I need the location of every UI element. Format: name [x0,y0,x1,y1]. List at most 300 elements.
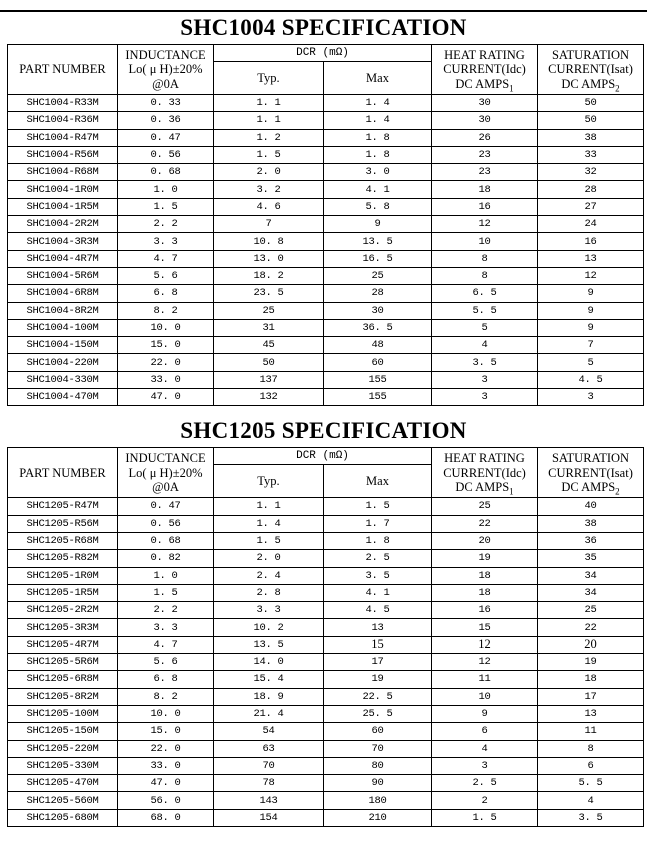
part-number-cell: SHC1004-470M [8,389,118,406]
table-row [8,389,644,406]
header-row-top [8,448,644,465]
table-row [8,792,644,809]
part-number-cell: SHC1004-1R0M [8,181,118,198]
value-cell: 16. 5 [324,250,432,267]
table-row [8,498,644,515]
value-cell: 1. 4 [324,95,432,112]
value-cell: 30 [324,302,432,319]
value-cell: 4. 1 [324,181,432,198]
part-number-cell: SHC1205-1R5M [8,584,118,601]
value-cell: 1. 4 [324,112,432,129]
value-cell: 3. 5 [432,354,538,371]
part-number-cell: SHC1004-100M [8,319,118,336]
subscript-2: 2 [615,486,620,497]
table-row [8,181,644,198]
part-number-cell: SHC1004-R47M [8,129,118,146]
value-cell: 21. 4 [214,705,324,722]
subscript-1: 1 [509,486,514,497]
value-cell: 26 [432,129,538,146]
shc1004-table-body [8,95,644,406]
value-cell: 1. 5 [214,146,324,163]
value-cell: 8 [432,267,538,284]
value-cell: 70 [214,757,324,774]
value-cell: 4 [432,740,538,757]
value-cell: 34 [538,584,644,601]
value-cell: 10 [432,233,538,250]
value-cell: 50 [214,354,324,371]
table-row [8,775,644,792]
col-header-typ: Typ. [214,465,324,498]
col-header-inductance [118,45,214,95]
value-cell: 2. 2 [118,216,214,233]
shc1205-section [0,418,647,827]
value-cell: 5. 5 [432,302,538,319]
value-cell: 8 [432,250,538,267]
part-number-cell: SHC1004-220M [8,354,118,371]
table-row [8,233,644,250]
value-cell: 1. 0 [118,567,214,584]
header-row-top [8,45,644,62]
value-cell: 38 [538,515,644,532]
value-cell: 1. 8 [324,129,432,146]
header-line: CURRENT(Idc) [443,62,526,77]
value-cell: 6. 5 [432,285,538,302]
shc1205-table-body [8,498,644,827]
part-number-cell: SHC1205-R82M [8,550,118,567]
part-number-cell: SHC1205-100M [8,705,118,722]
value-cell: 3. 0 [324,164,432,181]
value-cell: 1. 5 [118,584,214,601]
table-row [8,146,644,163]
table-row [8,112,644,129]
value-cell: 155 [324,371,432,388]
part-number-cell: SHC1205-680M [8,809,118,826]
value-cell: 1. 1 [214,95,324,112]
part-number-cell: SHC1205-2R2M [8,602,118,619]
value-cell: 19 [432,550,538,567]
value-cell: 19 [324,671,432,688]
header-line: SATURATION [551,47,630,62]
value-cell: 3. 5 [538,809,644,826]
value-cell: 5 [538,354,644,371]
table-row [8,532,644,549]
value-cell: 2. 8 [214,584,324,601]
table-row [8,705,644,722]
header-text: DC AMPS [455,480,510,495]
value-cell: 4. 7 [118,250,214,267]
part-number-cell: SHC1205-5R6M [8,654,118,671]
value-cell: 1. 5 [214,532,324,549]
table-row [8,757,644,774]
value-cell: 78 [214,775,324,792]
value-cell: 15. 4 [214,671,324,688]
value-cell: 143 [214,792,324,809]
value-cell: 2. 5 [324,550,432,567]
value-cell: 0. 56 [118,146,214,163]
value-cell: 33. 0 [118,757,214,774]
value-cell: 10. 0 [118,705,214,722]
value-cell: 22. 5 [324,688,432,705]
part-number-cell: SHC1205-R56M [8,515,118,532]
shc1004-title: SHC1004 SPECIFICATION [180,15,467,40]
part-number-cell: SHC1205-R68M [8,532,118,549]
value-cell: 10. 8 [214,233,324,250]
header-line: Lo( μ H)±20% [128,465,203,480]
value-cell: 13 [538,705,644,722]
value-cell: 13. 0 [214,250,324,267]
header-line: INDUCTANCE [125,47,206,62]
value-cell: 30 [432,112,538,129]
part-number-cell: SHC1205-3R3M [8,619,118,636]
value-cell: 14. 0 [214,654,324,671]
header-line: SATURATION [551,451,630,466]
value-cell: 0. 68 [118,532,214,549]
col-header-heat-rating [432,448,538,498]
header-line: CURRENT(Isat) [548,465,633,480]
value-cell: 13 [538,250,644,267]
part-number-cell: SHC1004-R36M [8,112,118,129]
value-cell: 34 [538,567,644,584]
value-cell: 3 [432,389,538,406]
header-line [432,77,537,92]
part-number-cell: SHC1004-8R2M [8,302,118,319]
col-header-dcr: DCR (mΩ) [214,448,432,465]
part-number-cell: SHC1205-R47M [8,498,118,515]
part-number-cell: SHC1205-1R0M [8,567,118,584]
value-cell: 16 [432,602,538,619]
value-cell: 5. 5 [538,775,644,792]
value-cell: 11 [432,671,538,688]
value-cell: 12 [432,636,538,653]
value-cell: 70 [324,740,432,757]
value-cell: 4. 7 [118,636,214,653]
part-number-cell: SHC1004-330M [8,371,118,388]
table-row [8,267,644,284]
value-cell: 80 [324,757,432,774]
part-number-cell: SHC1004-R56M [8,146,118,163]
shc1004-section [0,15,647,406]
value-cell: 1. 0 [118,181,214,198]
value-cell: 3 [432,371,538,388]
value-cell: 24 [538,216,644,233]
value-cell: 3. 2 [214,181,324,198]
value-cell: 33 [538,146,644,163]
value-cell: 3. 3 [118,233,214,250]
value-cell: 22. 0 [118,354,214,371]
value-cell: 18. 9 [214,688,324,705]
value-cell: 8 [538,740,644,757]
value-cell: 17 [324,654,432,671]
value-cell: 15. 0 [118,723,214,740]
value-cell: 23. 5 [214,285,324,302]
value-cell: 9 [538,319,644,336]
value-cell: 17 [538,688,644,705]
value-cell: 18 [432,567,538,584]
value-cell: 180 [324,792,432,809]
value-cell: 50 [538,112,644,129]
value-cell: 4. 6 [214,198,324,215]
value-cell: 1. 4 [214,515,324,532]
value-cell: 45 [214,337,324,354]
part-number-cell: SHC1205-6R8M [8,671,118,688]
value-cell: 68. 0 [118,809,214,826]
part-number-cell: SHC1205-560M [8,792,118,809]
value-cell: 8. 2 [118,302,214,319]
value-cell: 16 [432,198,538,215]
header-line [538,480,643,495]
value-cell: 50 [538,95,644,112]
value-cell: 1. 2 [214,129,324,146]
col-header-inductance [118,448,214,498]
value-cell: 25 [538,602,644,619]
table-row [8,584,644,601]
value-cell: 137 [214,371,324,388]
value-cell: 12 [432,216,538,233]
value-cell: 20 [432,532,538,549]
table-row [8,723,644,740]
value-cell: 2. 4 [214,567,324,584]
value-cell: 32 [538,164,644,181]
table-row [8,337,644,354]
col-header-saturation [538,45,644,95]
value-cell: 210 [324,809,432,826]
shc1205-table-header [8,448,644,498]
table-row [8,354,644,371]
value-cell: 18 [432,584,538,601]
value-cell: 2. 0 [214,550,324,567]
value-cell: 11 [538,723,644,740]
col-header-part-number: PART NUMBER [8,448,118,498]
value-cell: 13. 5 [214,636,324,653]
value-cell: 9 [324,216,432,233]
value-cell: 54 [214,723,324,740]
part-number-cell: SHC1004-R68M [8,164,118,181]
table-row [8,371,644,388]
value-cell: 22 [432,515,538,532]
value-cell: 1. 1 [214,498,324,515]
col-header-part-number: PART NUMBER [8,45,118,95]
table-row [8,198,644,215]
value-cell: 2. 0 [214,164,324,181]
value-cell: 1. 1 [214,112,324,129]
value-cell: 3 [432,757,538,774]
value-cell: 4 [432,337,538,354]
value-cell: 10 [432,688,538,705]
table-row [8,602,644,619]
part-number-cell: SHC1205-150M [8,723,118,740]
table-row [8,285,644,302]
value-cell: 0. 33 [118,95,214,112]
value-cell: 25 [214,302,324,319]
value-cell: 7 [214,216,324,233]
value-cell: 63 [214,740,324,757]
table-row [8,740,644,757]
part-number-cell: SHC1004-R33M [8,95,118,112]
value-cell: 5 [432,319,538,336]
value-cell: 3. 5 [324,567,432,584]
header-line [432,480,537,495]
header-line: HEAT RATING [444,47,525,62]
table-row [8,302,644,319]
part-number-cell: SHC1004-150M [8,337,118,354]
value-cell: 18 [432,181,538,198]
shc1004-table-header [8,45,644,95]
value-cell: 7 [538,337,644,354]
header-line: @0A [152,76,179,91]
value-cell: 28 [538,181,644,198]
table-row [8,636,644,653]
value-cell: 47. 0 [118,389,214,406]
value-cell: 1. 5 [118,198,214,215]
part-number-cell: SHC1205-8R2M [8,688,118,705]
value-cell: 16 [538,233,644,250]
value-cell: 38 [538,129,644,146]
col-header-max: Max [324,62,432,95]
value-cell: 19 [538,654,644,671]
value-cell: 25 [324,267,432,284]
header-line: Lo( μ H)±20% [128,62,203,77]
value-cell: 0. 47 [118,129,214,146]
value-cell: 9 [432,705,538,722]
table-row [8,319,644,336]
value-cell: 0. 56 [118,515,214,532]
part-number-cell: SHC1004-6R8M [8,285,118,302]
shc1205-title: SHC1205 SPECIFICATION [180,418,467,444]
value-cell: 22. 0 [118,740,214,757]
value-cell: 1. 8 [324,146,432,163]
value-cell: 27 [538,198,644,215]
value-cell: 20 [538,636,644,653]
table-row [8,95,644,112]
value-cell: 0. 68 [118,164,214,181]
value-cell: 2. 5 [432,775,538,792]
value-cell: 3. 3 [214,602,324,619]
shc1205-spec-table [7,447,644,827]
value-cell: 1. 5 [324,498,432,515]
col-header-typ: Typ. [214,62,324,95]
col-header-saturation [538,448,644,498]
value-cell: 90 [324,775,432,792]
header-line: HEAT RATING [444,451,525,466]
value-cell: 2 [432,792,538,809]
table-row [8,164,644,181]
value-cell: 5. 8 [324,198,432,215]
value-cell: 15. 0 [118,337,214,354]
col-header-dcr: DCR (mΩ) [214,45,432,62]
col-header-max: Max [324,465,432,498]
value-cell: 10. 0 [118,319,214,336]
table-row [8,809,644,826]
table-row [8,515,644,532]
value-cell: 23 [432,164,538,181]
value-cell: 13 [324,619,432,636]
col-header-heat-rating [432,45,538,95]
table-row [8,567,644,584]
top-rule-divider [0,10,647,12]
value-cell: 0. 82 [118,550,214,567]
value-cell: 9 [538,285,644,302]
value-cell: 18. 2 [214,267,324,284]
value-cell: 22 [538,619,644,636]
value-cell: 154 [214,809,324,826]
table-row [8,654,644,671]
value-cell: 3 [538,389,644,406]
value-cell: 5. 6 [118,654,214,671]
value-cell: 28 [324,285,432,302]
value-cell: 10. 2 [214,619,324,636]
table-row [8,688,644,705]
value-cell: 25. 5 [324,705,432,722]
value-cell: 4 [538,792,644,809]
header-text: DC AMPS [561,480,616,495]
value-cell: 4. 5 [324,602,432,619]
table-row [8,671,644,688]
value-cell: 0. 47 [118,498,214,515]
value-cell: 6 [432,723,538,740]
value-cell: 18 [538,671,644,688]
value-cell: 1. 5 [432,809,538,826]
value-cell: 2. 2 [118,602,214,619]
value-cell: 5. 6 [118,267,214,284]
value-cell: 40 [538,498,644,515]
part-number-cell: SHC1205-4R7M [8,636,118,653]
value-cell: 15 [432,619,538,636]
header-line: CURRENT(Isat) [548,62,633,77]
value-cell: 6. 8 [118,285,214,302]
datasheet-page [0,10,647,863]
value-cell: 3. 3 [118,619,214,636]
part-number-cell: SHC1004-5R6M [8,267,118,284]
part-number-cell: SHC1004-2R2M [8,216,118,233]
value-cell: 23 [432,146,538,163]
value-cell: 4. 5 [538,371,644,388]
part-number-cell: SHC1205-220M [8,740,118,757]
value-cell: 33. 0 [118,371,214,388]
value-cell: 9 [538,302,644,319]
value-cell: 15 [324,636,432,653]
table-row [8,619,644,636]
table-row [8,550,644,567]
value-cell: 47. 0 [118,775,214,792]
part-number-cell: SHC1004-1R5M [8,198,118,215]
value-cell: 1. 8 [324,532,432,549]
value-cell: 1. 7 [324,515,432,532]
value-cell: 13. 5 [324,233,432,250]
value-cell: 60 [324,354,432,371]
header-line: CURRENT(Idc) [443,465,526,480]
value-cell: 155 [324,389,432,406]
value-cell: 56. 0 [118,792,214,809]
value-cell: 6 [538,757,644,774]
value-cell: 30 [432,95,538,112]
header-line: @0A [152,480,179,495]
value-cell: 60 [324,723,432,740]
header-line: INDUCTANCE [125,451,206,466]
part-number-cell: SHC1004-3R3M [8,233,118,250]
value-cell: 132 [214,389,324,406]
value-cell: 4. 1 [324,584,432,601]
shc1004-spec-table [7,44,644,406]
value-cell: 31 [214,319,324,336]
table-row [8,129,644,146]
header-text: DC AMPS [455,76,510,91]
subscript-1: 1 [509,83,514,94]
part-number-cell: SHC1205-470M [8,775,118,792]
header-text: DC AMPS [561,76,616,91]
value-cell: 12 [538,267,644,284]
value-cell: 48 [324,337,432,354]
value-cell: 6. 8 [118,671,214,688]
